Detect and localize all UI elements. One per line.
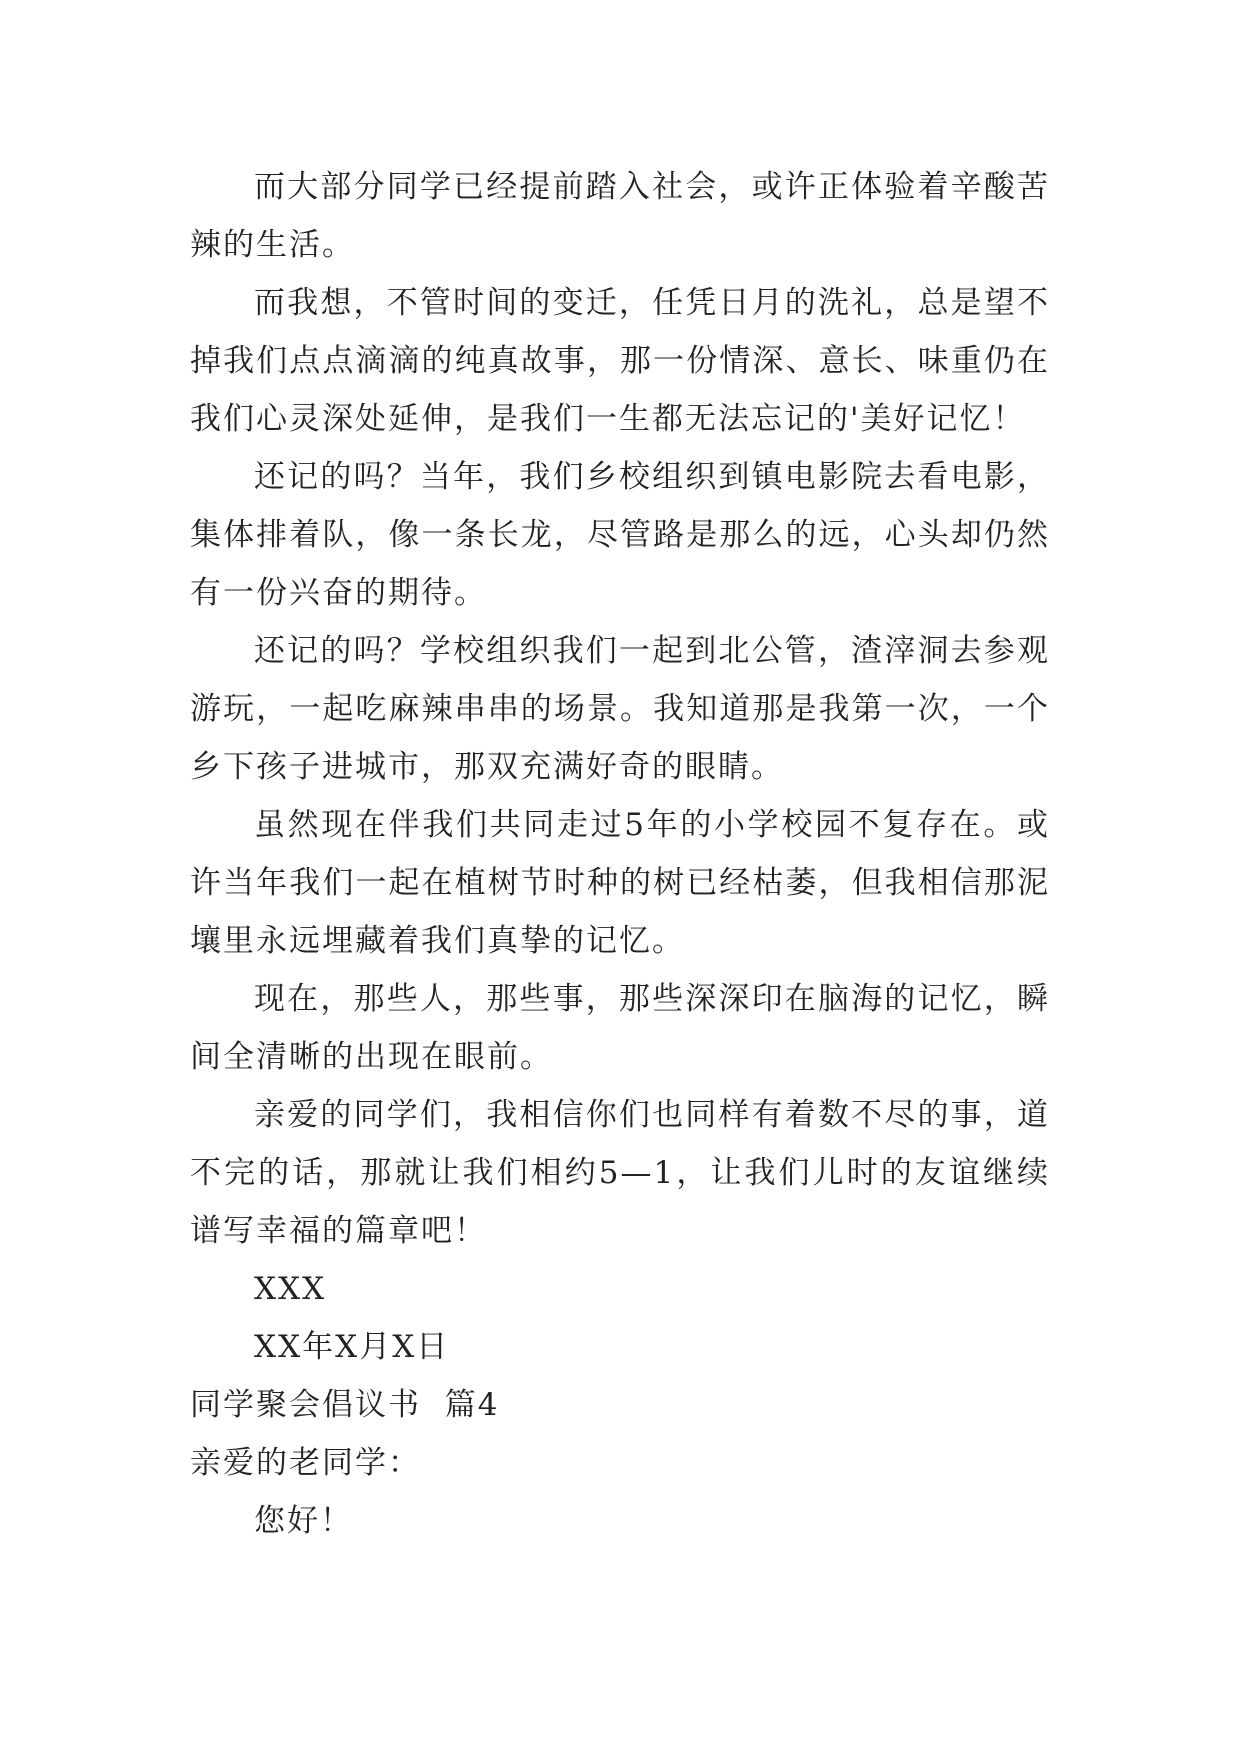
body-paragraph: 还记的吗？学校组织我们一起到北公管，渣滓洞去参观游玩，一起吃麻辣串串的场景。我知道那是我第一次，一个乡下孩子进城市，那双充满好奇的眼睛。 [190,633,1050,785]
body-paragraph: 现在，那些人，那些事，那些深深印在脑海的记忆，瞬间全清晰的出现在眼前。 [190,981,1050,1075]
signature: XXX [254,1271,327,1307]
body-paragraph: 虽然现在伴我们共同走过5年的小学校园不复存在。或许当年我们一起在植树节时种的树已经枯萎，但我相信那泥壤里永远埋藏着我们真挚的记忆。 [190,807,1050,959]
date-line: XX年X月X日 [254,1329,450,1365]
greeting: 您好！ [254,1503,353,1539]
section-title: 同学聚会倡议书 篇4 [190,1387,500,1423]
body-paragraph: 而我想，不管时间的变迁，任凭日月的洗礼，总是望不掉我们点点滴滴的纯真故事，那一份情深、意长、味重仍在我们心灵深处延伸，是我们一生都无法忘记的'美好记忆！ [190,285,1050,437]
body-paragraph: 亲爱的同学们，我相信你们也同样有着数不尽的事，道不完的话，那就让我们相约5—1，让我们儿时的友谊继续谱写幸福的篇章吧！ [190,1097,1050,1249]
salutation: 亲爱的老同学： [190,1445,421,1481]
body-paragraph: 还记的吗？当年，我们乡校组织到镇电影院去看电影，集体排着队，像一条长龙，尽管路是那么的远，心头却仍然有一份兴奋的期待。 [190,459,1050,611]
body-paragraph: 而大部分同学已经提前踏入社会，或许正体验着辛酸苦辣的生活。 [190,169,1050,263]
document-body [190,158,1050,1550]
